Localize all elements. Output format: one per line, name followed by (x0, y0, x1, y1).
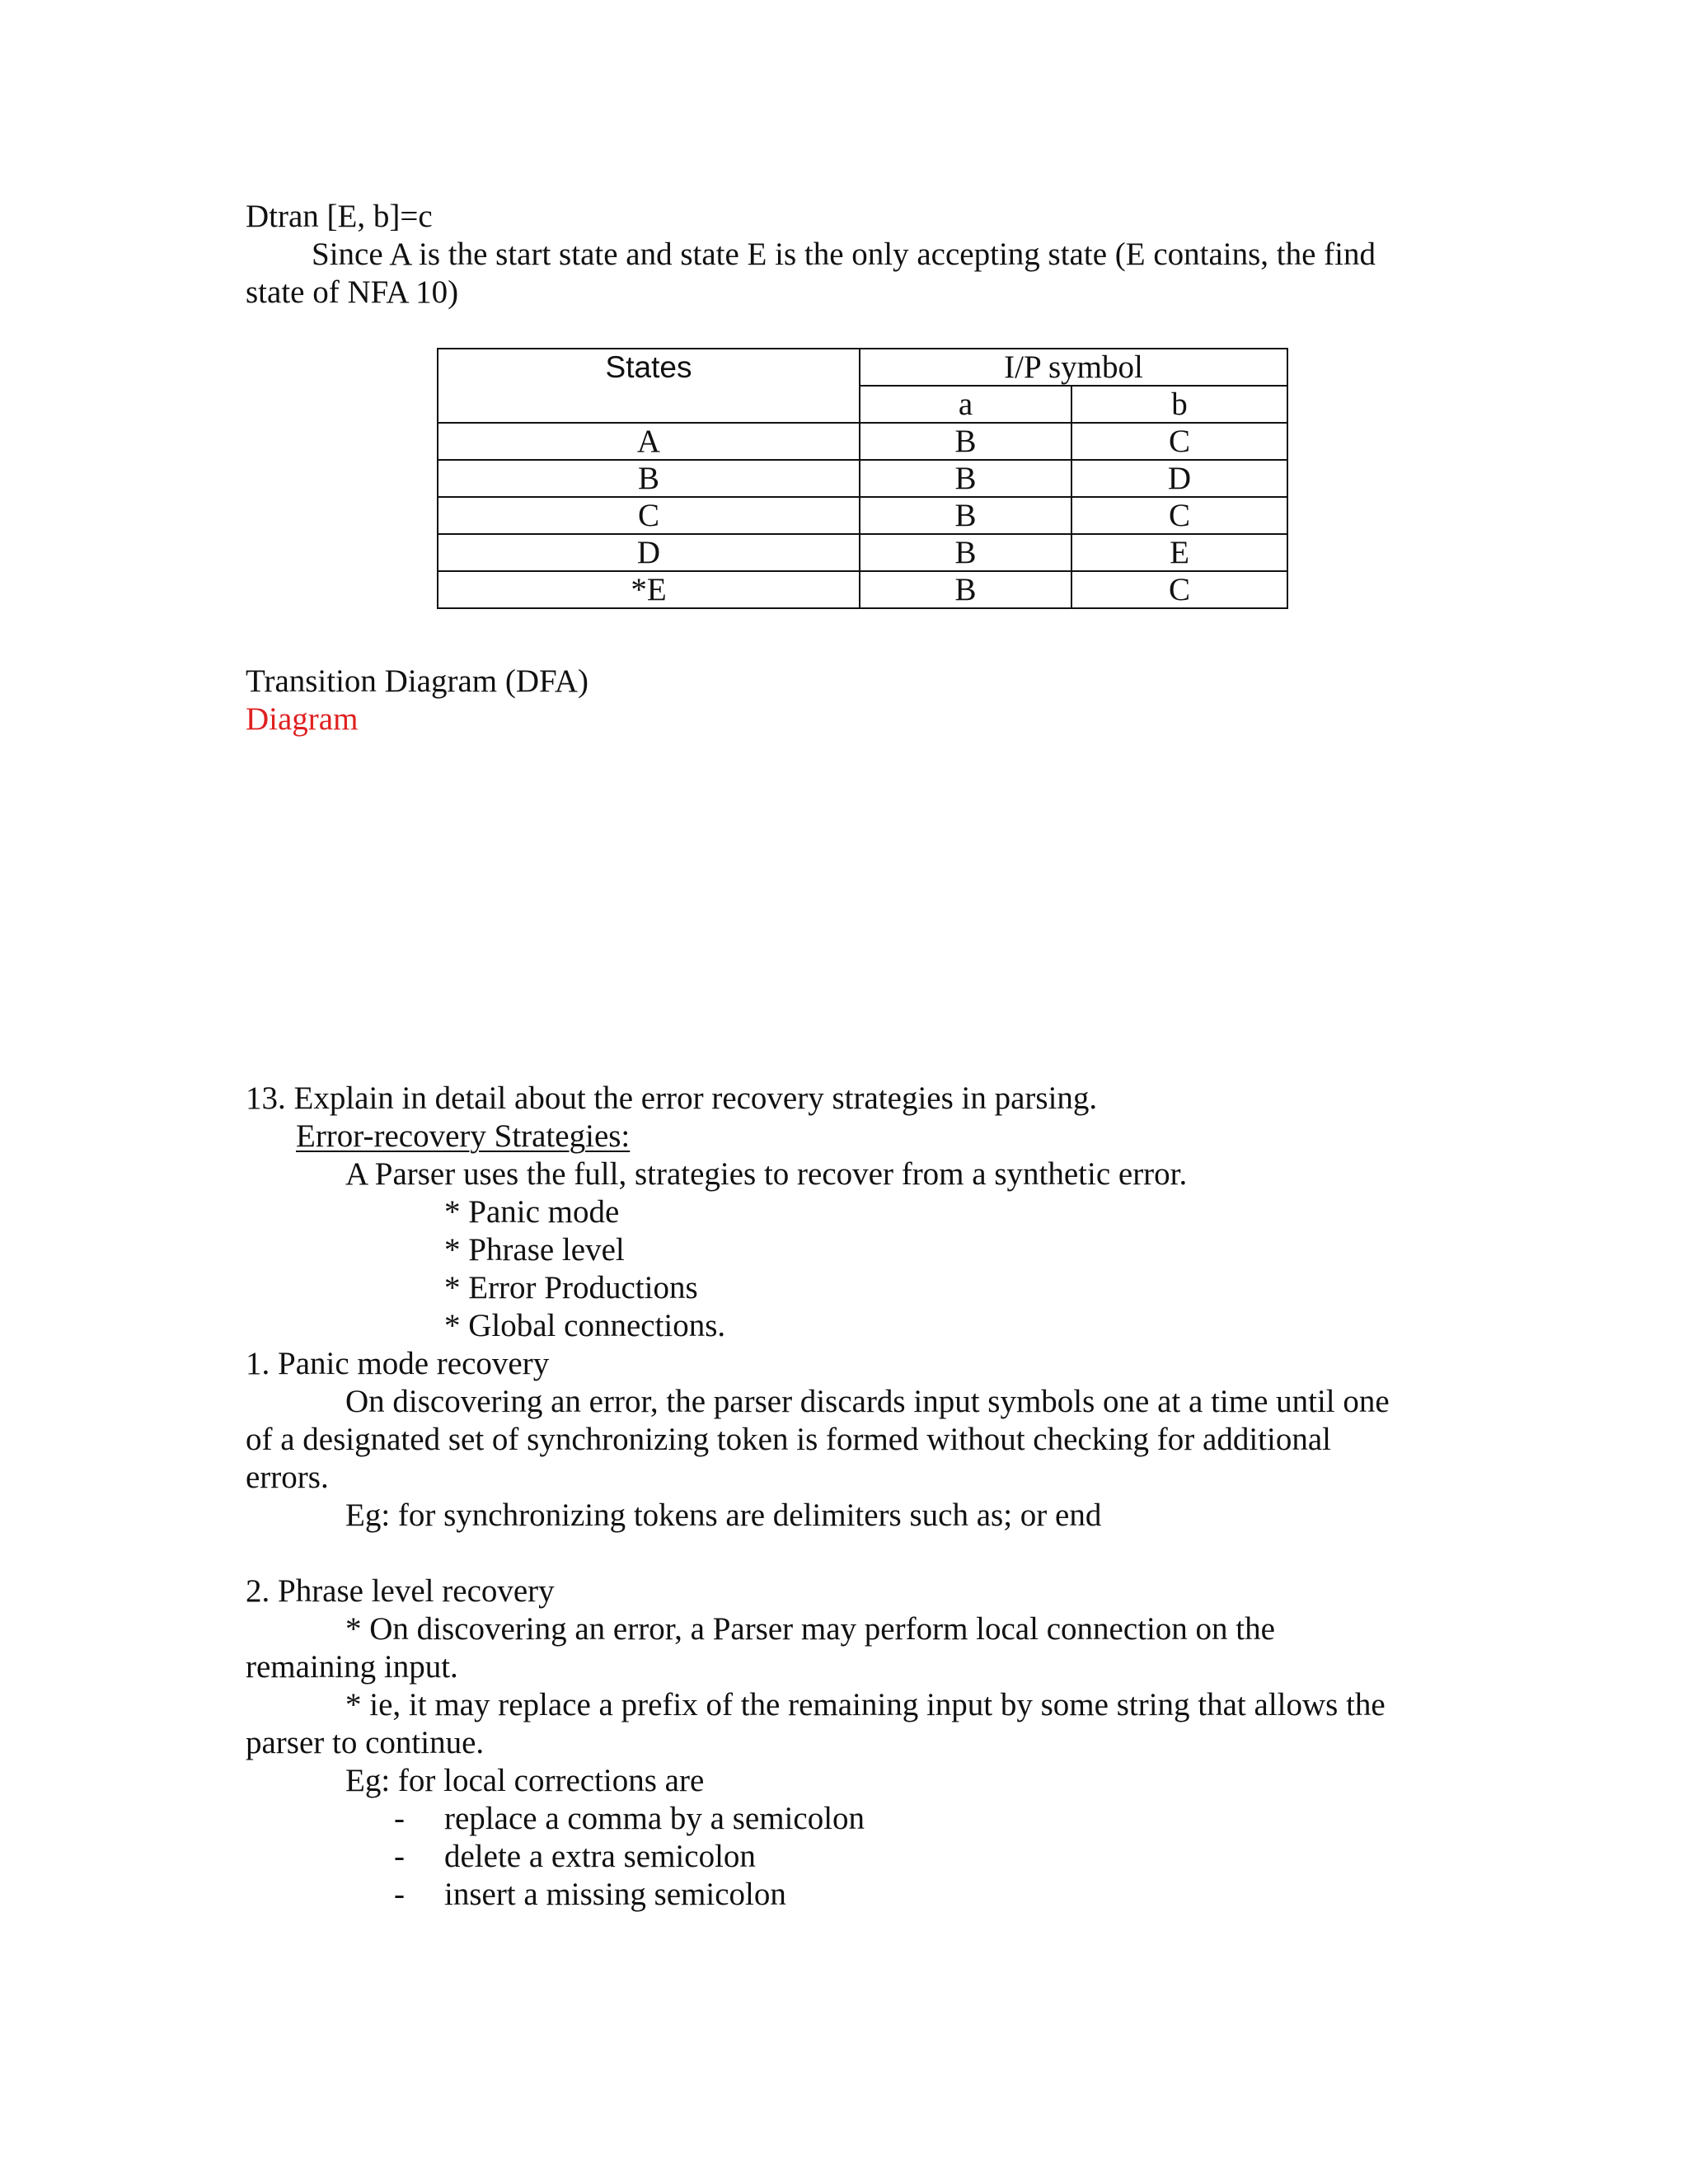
correction-item: insert a missing semicolon (444, 1877, 786, 1912)
phrase-example: Eg: for local corrections are (345, 1763, 705, 1798)
transition-b-cell: E (1071, 534, 1287, 571)
transition-b-cell: C (1071, 571, 1287, 608)
panic-line-2: of a designated set of synchronizing token is formed without checking for additional (246, 1422, 1331, 1457)
phrase-p1-line-1: * On discovering an error, a Parser may perform local connection on the (345, 1611, 1275, 1647)
states-header: States (438, 349, 860, 423)
state-cell: C (438, 497, 860, 534)
dfa-transition-table (437, 348, 1288, 609)
strategy-item: * Phrase level (444, 1232, 625, 1268)
panic-line-1: On discovering an error, the parser discards input symbols one at a time until one (345, 1384, 1390, 1419)
state-cell: A (438, 423, 860, 460)
table-row (438, 571, 1287, 608)
diagram-placeholder: Diagram (246, 701, 359, 737)
bullet-marker: - (394, 1801, 405, 1836)
table-header-row (438, 349, 1287, 386)
since-line-1: Since A is the start state and state E is the only accepting state (E contains, the find (312, 237, 1376, 272)
panic-line-3: errors. (246, 1460, 329, 1495)
since-line-2: state of NFA 10) (246, 274, 459, 310)
col-a-header: a (860, 386, 1071, 423)
strategy-item: * Panic mode (444, 1194, 620, 1230)
table-row (438, 534, 1287, 571)
question-title: 13. Explain in detail about the error recovery strategies in parsing. (246, 1080, 1098, 1116)
transition-b-cell: C (1071, 423, 1287, 460)
diagram-heading: Transition Diagram (DFA) (246, 663, 588, 699)
transition-a-cell: B (860, 460, 1071, 497)
ip-symbol-header: I/P symbol (860, 349, 1287, 386)
strategies-subheading: Error-recovery Strategies: (296, 1118, 631, 1154)
state-cell: D (438, 534, 860, 571)
transition-b-cell: C (1071, 497, 1287, 534)
table-row (438, 460, 1287, 497)
panic-heading: 1. Panic mode recovery (246, 1346, 550, 1381)
panic-example: Eg: for synchronizing tokens are delimiters such as; or end (345, 1497, 1102, 1533)
bullet-marker: - (394, 1877, 405, 1912)
strategy-item: * Global connections. (444, 1308, 726, 1343)
state-cell: *E (438, 571, 860, 608)
table-row (438, 497, 1287, 534)
transition-a-cell: B (860, 423, 1071, 460)
phrase-p2-line-2: parser to continue. (246, 1725, 485, 1760)
dtran-line: Dtran [E, b]=c (246, 199, 433, 234)
state-cell: B (438, 460, 860, 497)
correction-item: replace a comma by a semicolon (444, 1801, 865, 1836)
table-row (438, 423, 1287, 460)
col-b-header: b (1071, 386, 1287, 423)
transition-a-cell: B (860, 534, 1071, 571)
bullet-marker: - (394, 1839, 405, 1874)
strategy-item: * Error Productions (444, 1270, 698, 1305)
phrase-p2-line-1: * ie, it may replace a prefix of the remaining input by some string that allows the (345, 1687, 1386, 1722)
strategies-intro: A Parser uses the full, strategies to recover from a synthetic error. (345, 1156, 1188, 1192)
transition-a-cell: B (860, 497, 1071, 534)
transition-a-cell: B (860, 571, 1071, 608)
phrase-p1-line-2: remaining input. (246, 1649, 458, 1685)
correction-item: delete a extra semicolon (444, 1839, 756, 1874)
phrase-heading: 2. Phrase level recovery (246, 1573, 555, 1609)
transition-b-cell: D (1071, 460, 1287, 497)
